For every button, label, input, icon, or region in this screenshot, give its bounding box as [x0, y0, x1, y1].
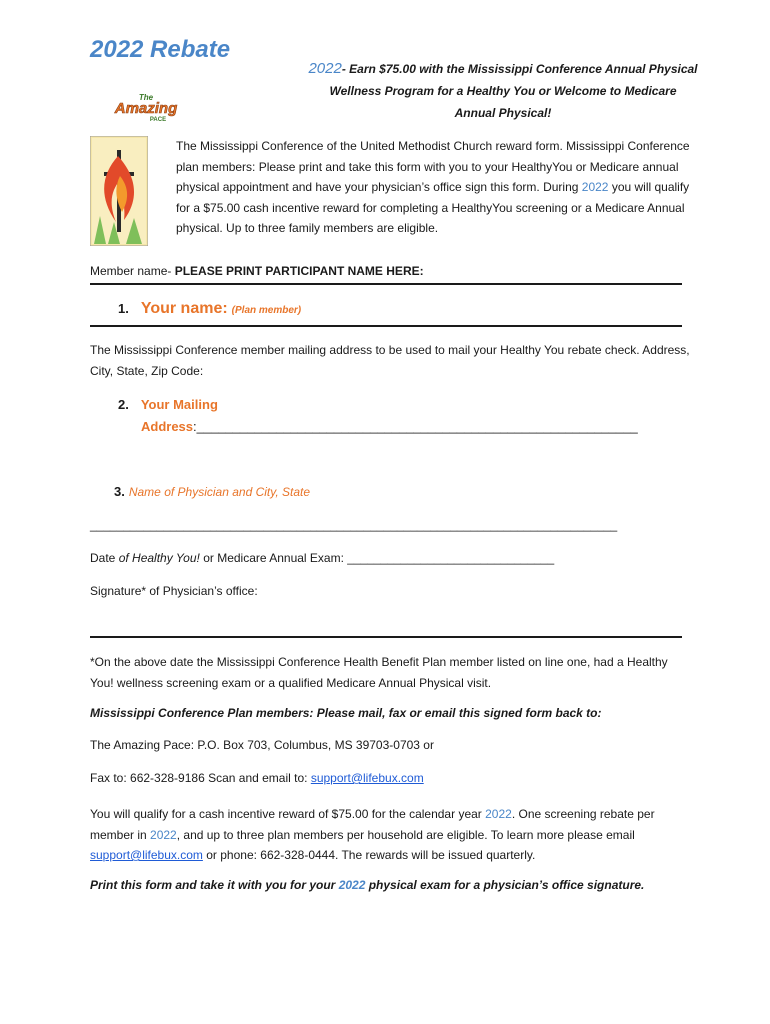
support-email-link-2[interactable]: support@lifebux.com: [90, 848, 203, 862]
headline-line1: - Earn $75.00 with the Mississippi Conference Annual Physical: [341, 62, 698, 76]
headline-year: 2022: [308, 60, 342, 77]
q1-number: 1.: [118, 301, 129, 316]
q3-number: 3.: [114, 484, 125, 499]
q2-label-line2: Address: [141, 419, 194, 434]
logo-top-text: The: [138, 93, 154, 102]
headline-line3: Annual Physical!: [454, 106, 552, 120]
mail-address: The Amazing Pace: P.O. Box 703, Columbus, MS 39703-0703 or: [90, 738, 434, 752]
signature-line[interactable]: [90, 636, 682, 638]
mail-heading: Mississippi Conference Plan members: Please mail, fax or email this signed form back to:: [90, 706, 602, 720]
intro-text-2: you will qualify for a $75.00 cash incentive reward for completing a HealthyYou screening or a Medicare Annual physical. Up to three family members are eligible.: [176, 180, 690, 235]
q2-label-line1: Your Mailing: [140, 397, 218, 412]
date-label-pre: Date: [90, 551, 119, 565]
q1-label: Your name:: [140, 300, 228, 317]
page-title: 2022 Rebate: [90, 36, 231, 63]
q3-label: Name of Physician and City, State: [128, 485, 311, 499]
member-name-label: Member name-: [90, 264, 175, 278]
qualify-year-1: 2022: [485, 807, 512, 821]
date-label-italic: of Healthy You!: [118, 551, 200, 565]
intro-year: 2022: [581, 180, 609, 194]
final-text-1: Print this form and take it with you for your: [90, 878, 339, 892]
logo-bottom-text: PACE: [149, 117, 167, 122]
exam-date-field: [90, 551, 554, 565]
amazing-pace-logo: [96, 92, 196, 122]
qualify-text-1: You will qualify for a cash incentive reward of $75.00 for the calendar year: [90, 807, 486, 821]
member-name-instruction: PLEASE PRINT PARTICIPANT NAME HERE:: [174, 264, 424, 278]
member-name-line: [90, 264, 424, 278]
question-1: [118, 300, 301, 318]
q2-colon: :: [193, 419, 197, 434]
qualify-year-2: 2022: [150, 827, 177, 842]
cross-and-flame-icon: [90, 136, 148, 246]
question-3: [114, 484, 310, 499]
mailing-address-blank[interactable]: _____________________________________________________________: [196, 419, 638, 434]
intro-paragraph: [176, 136, 696, 239]
name-entry-line[interactable]: [90, 325, 682, 327]
date-label-post: or Medicare Annual Exam:: [199, 551, 348, 565]
fax-text: Fax to: 662-328-9186 Scan and email to:: [90, 771, 311, 785]
footnote: *On the above date the Mississippi Conference Health Benefit Plan member listed on line one, had a Healthy You! wellness screening exam or a qualified Medicare Annual Physical visit.: [90, 655, 668, 690]
signature-label: Signature* of Physician’s office:: [90, 584, 258, 598]
intro-text-1: The Mississippi Conference of the United Methodist Church reward form. Mississippi Conference plan members: Please print and take this form with you to your HealthyYou or Medicare annual physical appointment and have your physician’s office sign this form. During: [176, 139, 690, 194]
address-instructions: The Mississippi Conference member mailing address to be used to mail your Healthy You rebate check. Address, City, State, Zip Code:: [90, 343, 690, 378]
exam-date-blank[interactable]: _______________________________: [347, 551, 555, 565]
fax-line: [90, 771, 424, 785]
logo-main-text: Amazing: [114, 100, 178, 117]
qualify-paragraph: [90, 804, 690, 866]
headline-line2: Wellness Program for a Healthy You or Welcome to Medicare: [329, 84, 677, 98]
final-instruction: [90, 878, 644, 892]
headline: [268, 58, 738, 124]
divider: [90, 283, 682, 285]
qualify-text-4: or phone: 662-328-0444. The rewards will be issued quarterly.: [202, 848, 536, 862]
qualify-text-2: . One screening rebate per member in: [90, 807, 655, 842]
final-year: 2022: [338, 878, 366, 892]
support-email-link[interactable]: support@lifebux.com: [310, 771, 424, 785]
final-text-2: physical exam for a physician’s office signature.: [365, 878, 645, 892]
qualify-text-3: , and up to three plan members per household are eligible. To learn more please email: [176, 827, 635, 842]
q1-sublabel: (Plan member): [231, 305, 302, 316]
q2-number: 2.: [118, 397, 129, 412]
question-2: [118, 394, 638, 438]
physician-blank[interactable]: _______________________________________________________________________________: [90, 518, 618, 532]
